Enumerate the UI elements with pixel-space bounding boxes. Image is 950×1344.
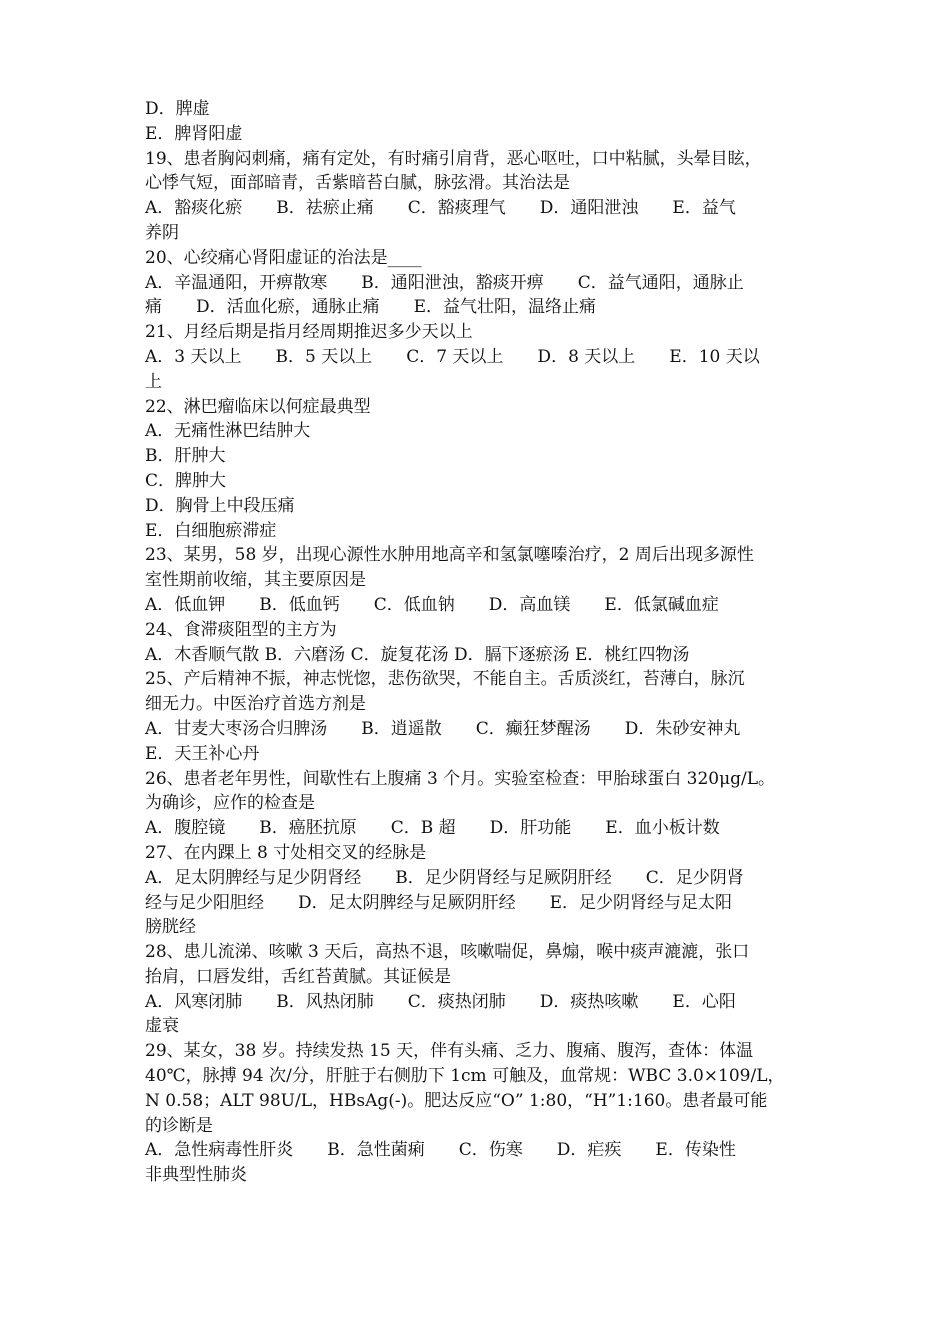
text-line: C．脾肿大 bbox=[145, 470, 227, 491]
text-line: 养阴 bbox=[145, 222, 179, 243]
text-line: 细无力。中医治疗首选方剂是 bbox=[145, 694, 366, 715]
text-line: 40℃，脉搏 94 次/分，肝脏于右侧肋下 1cm 可触及，血常规：WBC 3.0×109/L， bbox=[145, 1066, 785, 1087]
text-line: 室性期前收缩，其主要原因是 bbox=[145, 570, 366, 591]
text-line: 膀胱经 bbox=[145, 917, 196, 938]
text-line: A．足太阴脾经与足少阴肾经 B．足少阴肾经与足厥阴肝经 C．足少阴肾 bbox=[145, 867, 744, 888]
text-line: A．辛温通阳，开痹散寒 B．通阳泄浊，豁痰开痹 C．益气通阳，通脉止 bbox=[145, 272, 744, 293]
text-line: A．风寒闭肺 B．风热闭肺 C．痰热闭肺 D．痰热咳嗽 E．心阳 bbox=[145, 991, 736, 1012]
text-line: 23、某男，58 岁，出现心源性水肿用地高辛和氢氯噻嗪治疗，2 周后出现多源性 bbox=[145, 545, 754, 566]
text-line: 20、心绞痛心肾阳虚证的治法是____ bbox=[145, 247, 422, 268]
text-line: 为确诊，应作的检查是 bbox=[145, 793, 315, 814]
text-line: D．胸骨上中段压痛 bbox=[145, 495, 295, 516]
text-line: 的诊断是 bbox=[145, 1115, 213, 1136]
text-line: E．白细胞瘀滞症 bbox=[145, 520, 277, 541]
text-line: 经与足少阳胆经 D．足太阴脾经与足厥阴肝经 E．足少阴肾经与足太阳 bbox=[145, 892, 733, 913]
text-line: 虚衰 bbox=[145, 1016, 179, 1037]
text-line: A．低血钾 B．低血钙 C．低血钠 D．高血镁 E．低氯碱血症 bbox=[145, 594, 719, 615]
text-line: A．无痛性淋巴结肿大 bbox=[145, 421, 311, 442]
text-line: 痛 D．活血化瘀，通脉止痛 E．益气壮阳，温络止痛 bbox=[145, 297, 597, 318]
text-line: 非典型性肺炎 bbox=[145, 1165, 247, 1186]
text-line: N 0.58；ALT 98U/L，HBsAg(-)。肥达反应“O” 1:80，“H”1:160。患者最可能 bbox=[145, 1090, 768, 1111]
text-line: A．甘麦大枣汤合归脾汤 B．逍遥散 C．癫狂梦醒汤 D．朱砂安神丸 bbox=[145, 718, 741, 739]
text-line: 27、在内踝上 8 寸处相交叉的经脉是 bbox=[145, 842, 427, 863]
text-line: A．3 天以上 B．5 天以上 C．7 天以上 D．8 天以上 E．10 天以 bbox=[145, 346, 760, 367]
text-line: 24、食滞痰阻型的主方为 bbox=[145, 619, 337, 640]
document-body bbox=[145, 97, 810, 1188]
text-line: B．肝肿大 bbox=[145, 446, 226, 467]
text-line: 上 bbox=[145, 371, 162, 392]
text-line: 抬肩，口唇发绀，舌红苔黄腻。其证候是 bbox=[145, 966, 451, 987]
text-line: 29、某女，38 岁。持续发热 15 天，伴有头痛、乏力、腹痛、腹泻，查体：体温 bbox=[145, 1041, 754, 1062]
text-line: 28、患儿流涕、咳嗽 3 天后，高热不退，咳嗽喘促，鼻煽，喉中痰声漉漉，张口 bbox=[145, 942, 750, 963]
text-line: 26、患者老年男性，间歇性右上腹痛 3 个月。实验室检查：甲胎球蛋白 320μg/L。 bbox=[145, 768, 776, 789]
text-line: 22、淋巴瘤临床以何症最典型 bbox=[145, 396, 371, 417]
text-line: 19、患者胸闷刺痛，痛有定处，有时痛引肩背，恶心呕吐，口中粘腻，头晕目眩， bbox=[145, 148, 762, 169]
text-line: D．脾虚 bbox=[145, 99, 210, 119]
text-line: 25、产后精神不振，神志恍惚，悲伤欲哭，不能自主。舌质淡红，苔薄白，脉沉 bbox=[145, 669, 745, 690]
text-line: 21、月经后期是指月经周期推迟多少天以上 bbox=[145, 322, 473, 343]
text-line: A．木香顺气散 B．六磨汤 C．旋复花汤 D．膈下逐瘀汤 E．桃红四物汤 bbox=[145, 644, 690, 665]
text-line: 心悸气短，面部暗青，舌紫暗苔白腻，脉弦滑。其治法是 bbox=[145, 173, 570, 194]
text-line: E．天王补心丹 bbox=[145, 743, 260, 764]
text-line: E．脾肾阳虚 bbox=[145, 123, 243, 144]
text-line: A．腹腔镜 B．癌胚抗原 C．B 超 D．肝功能 E．血小板计数 bbox=[145, 818, 720, 839]
text-line: A．急性病毒性肝炎 B．急性菌痢 C．伤寒 D．疟疾 E．传染性 bbox=[145, 1140, 736, 1161]
text-line: A．豁痰化瘀 B．祛瘀止痛 C．豁痰理气 D．通阳泄浊 E．益气 bbox=[145, 198, 736, 219]
